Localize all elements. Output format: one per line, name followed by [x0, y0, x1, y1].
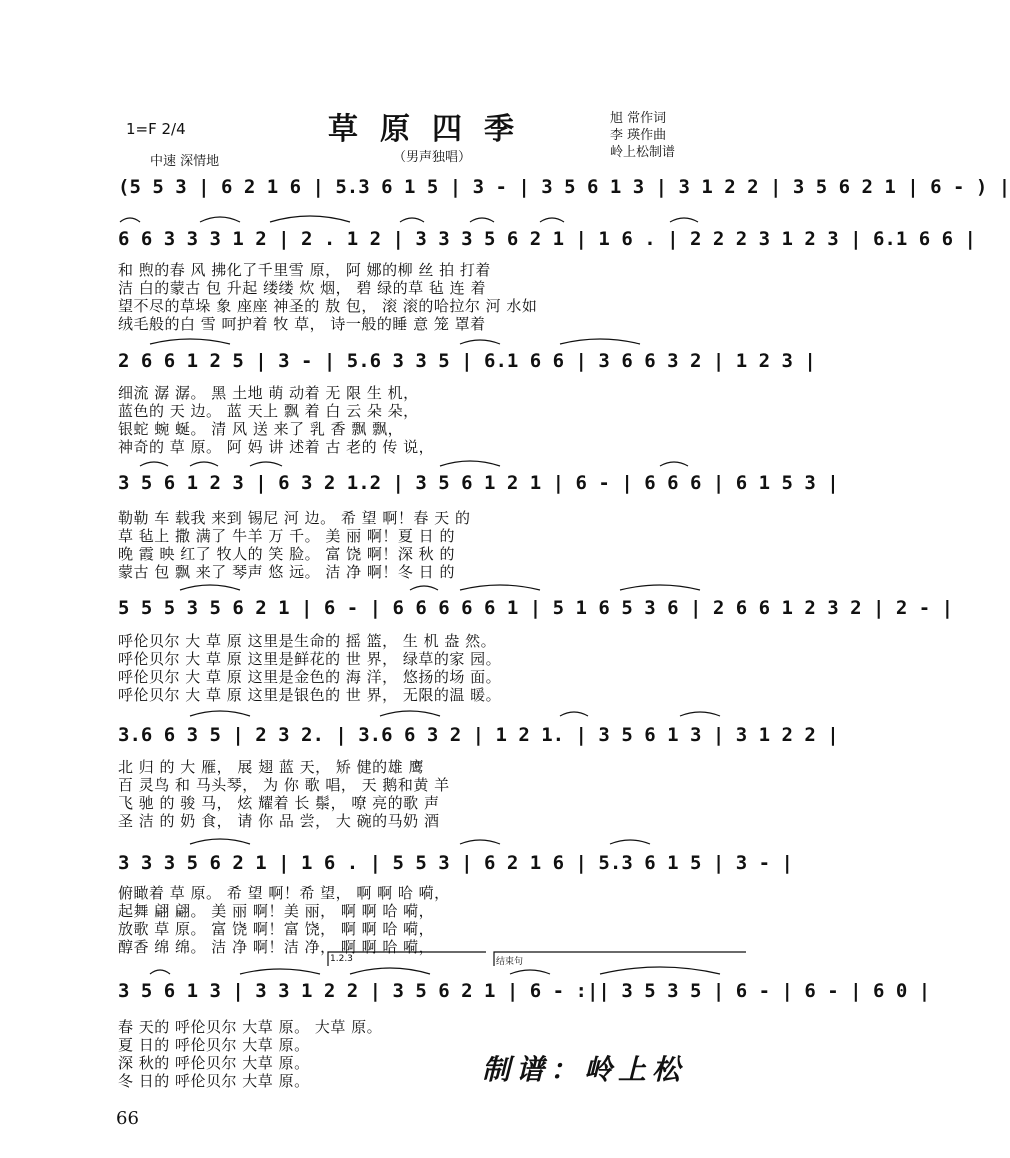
slur-mark	[470, 218, 494, 222]
slur-mark	[560, 712, 588, 716]
lyric-line: 俯瞰着 草 原。 希 望 啊！希 望， 啊 啊 哈 嗬，	[118, 884, 450, 902]
lyric-line: 洁 白的蒙古 包 升起 缕缕 炊 烟， 碧 绿的草 毡 连 着	[118, 279, 486, 297]
lyric-line: 神奇的 草 原。 阿 妈 讲 述着 古 老的 传 说，	[118, 438, 435, 456]
lyric-line: 蒙古 包 飘 来了 琴声 悠 远。 洁 净 啊！冬 日 的	[118, 563, 455, 581]
notation-line: 2 6 6 1 2 5 | 3 - | 5.6 3 3 5 | 6.1 6 6 | 3 6 6 3 2 | 1 2 3 |	[118, 350, 816, 372]
slur-mark	[190, 839, 250, 844]
lyric-line: 夏 日的 呼伦贝尔 大草 原。	[118, 1036, 310, 1054]
slur-mark	[350, 968, 430, 974]
volta-label: 1.2.3	[330, 954, 353, 964]
lyric-line: 望不尽的草垛 象 座座 神圣的 敖 包， 滚 滚的哈拉尔 河 水如	[118, 297, 538, 315]
slur-mark	[460, 340, 500, 344]
song-subtitle: （男声独唱）	[392, 150, 471, 165]
lyric-line: 百 灵鸟 和 马头琴， 为 你 歌 唱， 天 鹅和黄 羊	[118, 776, 450, 794]
slur-mark	[660, 462, 688, 466]
slur-mark	[440, 461, 500, 466]
lyric-line: 呼伦贝尔 大 草 原 这里是鲜花的 世 界， 绿草的家 园。	[118, 650, 502, 668]
tempo-marking: 中速 深情地	[150, 154, 220, 169]
lyric-line: 深 秋的 呼伦贝尔 大草 原。	[118, 1054, 310, 1072]
arranger-signature: 制谱：岭上松	[482, 1053, 687, 1086]
lyric-line: 草 毡上 撒 满了 牛羊 万 千。 美 丽 啊！夏 日 的	[118, 527, 455, 545]
slur-mark	[670, 218, 698, 222]
volta-bracket	[328, 952, 486, 966]
slur-mark	[510, 970, 550, 974]
slur-mark	[150, 970, 170, 974]
lyric-line: 呼伦贝尔 大 草 原 这里是金色的 海 洋， 悠扬的场 面。	[118, 668, 502, 686]
lyric-line: 绒毛般的白 雪 呵护着 牧 草， 诗一般的睡 意 笼 罩着	[118, 315, 486, 333]
lyric-line: 呼伦贝尔 大 草 原 这里是银色的 世 界， 无限的温 暖。	[118, 686, 502, 704]
lyric-line: 春 天的 呼伦贝尔 大草 原。 大草 原。	[118, 1018, 383, 1036]
lyricist-credit: 旭 常作词	[610, 111, 667, 126]
notation-line: 3 3 3 5 6 2 1 | 1 6 . | 5 5 3 | 6 2 1 6 | 5.3 6 1 5 | 3 - |	[118, 852, 793, 874]
arranger-credit: 岭上松制谱	[610, 145, 676, 160]
song-title: 草原四季	[328, 112, 536, 147]
lyric-line: 呼伦贝尔 大 草 原 这里是生命的 摇 篮， 生 机 盎 然。	[118, 632, 497, 650]
notation-line: 3 5 6 1 2 3 | 6 3 2 1.2 | 3 5 6 1 2 1 | 6 - | 6 6 6 | 6 1 5 3 |	[118, 472, 839, 494]
slur-mark	[190, 711, 250, 716]
slur-mark	[600, 967, 720, 974]
slur-mark	[460, 585, 540, 590]
notation-line: 6 6 3 3 3 1 2 | 2 . 1 2 | 3 3 3 5 6 2 1 | 1 6 . | 2 2 2 3 1 2 3 | 6.1 6 6 |	[118, 228, 976, 250]
lyric-line: 晚 霞 映 红了 牧人的 笑 脸。 富 饶 啊！深 秋 的	[118, 545, 455, 563]
lyric-line: 飞 驰 的 骏 马， 炫 耀着 长 鬃， 嘹 亮的歌 声	[118, 794, 440, 812]
lyric-line: 冬 日的 呼伦贝尔 大草 原。	[118, 1072, 310, 1090]
slur-mark	[150, 339, 230, 344]
slur-mark	[120, 218, 140, 222]
slur-mark	[250, 462, 282, 466]
lyric-line: 起舞 翩 翩。 美 丽 啊！美 丽， 啊 啊 哈 嗬，	[118, 902, 435, 920]
notation-line: 5 5 5 3 5 6 2 1 | 6 - | 6 6 6 6 6 1 | 5 1 6 5 3 6 | 2 6 6 1 2 3 2 | 2 - |	[118, 597, 954, 619]
notation-line: 3 5 6 1 3 | 3 3 1 2 2 | 3 5 6 2 1 | 6 - :|| 3 5 3 5 | 6 - | 6 - | 6 0 |	[118, 980, 931, 1002]
lyric-line: 和 煦的春 风 拂化了千里雪 原， 阿 娜的柳 丝 拍 打着	[118, 261, 491, 279]
notation-line: (5 5 3 | 6 2 1 6 | 5.3 6 1 5 | 3 - | 3 5 6 1 3 | 3 1 2 2 | 3 5 6 2 1 | 6 - ) |	[118, 176, 1010, 198]
slur-mark	[380, 711, 440, 716]
slur-mark	[680, 712, 720, 716]
page-number: 66	[116, 1108, 139, 1129]
lyric-line: 北 归 的 大 雁， 展 翅 蓝 天， 矫 健的雄 鹰	[118, 758, 424, 776]
composer-credit: 李 瑛作曲	[610, 128, 667, 143]
key-signature: 1=F 2/4	[126, 120, 186, 138]
slur-mark	[180, 585, 240, 590]
slur-mark	[610, 840, 650, 844]
slur-mark	[620, 585, 700, 590]
slur-mark	[270, 216, 350, 222]
slur-mark	[240, 969, 320, 974]
slur-mark	[200, 217, 240, 222]
slur-mark	[540, 218, 564, 222]
slur-mark	[460, 840, 500, 844]
notation-line: 3.6 6 3 5 | 2 3 2. | 3.6 6 3 2 | 1 2 1. | 3 5 6 1 3 | 3 1 2 2 |	[118, 724, 839, 746]
lyric-line: 圣 洁 的 奶 食， 请 你 品 尝， 大 碗的马奶 酒	[118, 812, 440, 830]
slur-mark	[410, 586, 438, 590]
lyric-line: 醇香 绵 绵。 洁 净 啊！洁 净， 啊 啊 哈 嗬，	[118, 938, 435, 956]
slur-mark	[400, 218, 424, 222]
lyric-line: 蓝色的 天 边。 蓝 天上 飘 着 白 云 朵 朵，	[118, 402, 419, 420]
ending-label: 结束句	[496, 957, 524, 967]
ending-bracket	[494, 952, 746, 966]
slur-mark	[560, 339, 640, 344]
lyric-line: 放歌 草 原。 富 饶 啊！富 饶， 啊 啊 哈 嗬，	[118, 920, 435, 938]
lyric-line: 勒勒 车 载我 来到 锡尼 河 边。 希 望 啊！春 天 的	[118, 509, 471, 527]
slur-mark	[140, 462, 168, 466]
slur-mark	[190, 462, 218, 466]
lyric-line: 细流 潺 潺。 黑 土地 萌 动着 无 限 生 机，	[118, 384, 419, 402]
lyric-line: 银蛇 蜿 蜒。 清 风 送 来了 乳 香 飘 飘，	[118, 420, 404, 438]
